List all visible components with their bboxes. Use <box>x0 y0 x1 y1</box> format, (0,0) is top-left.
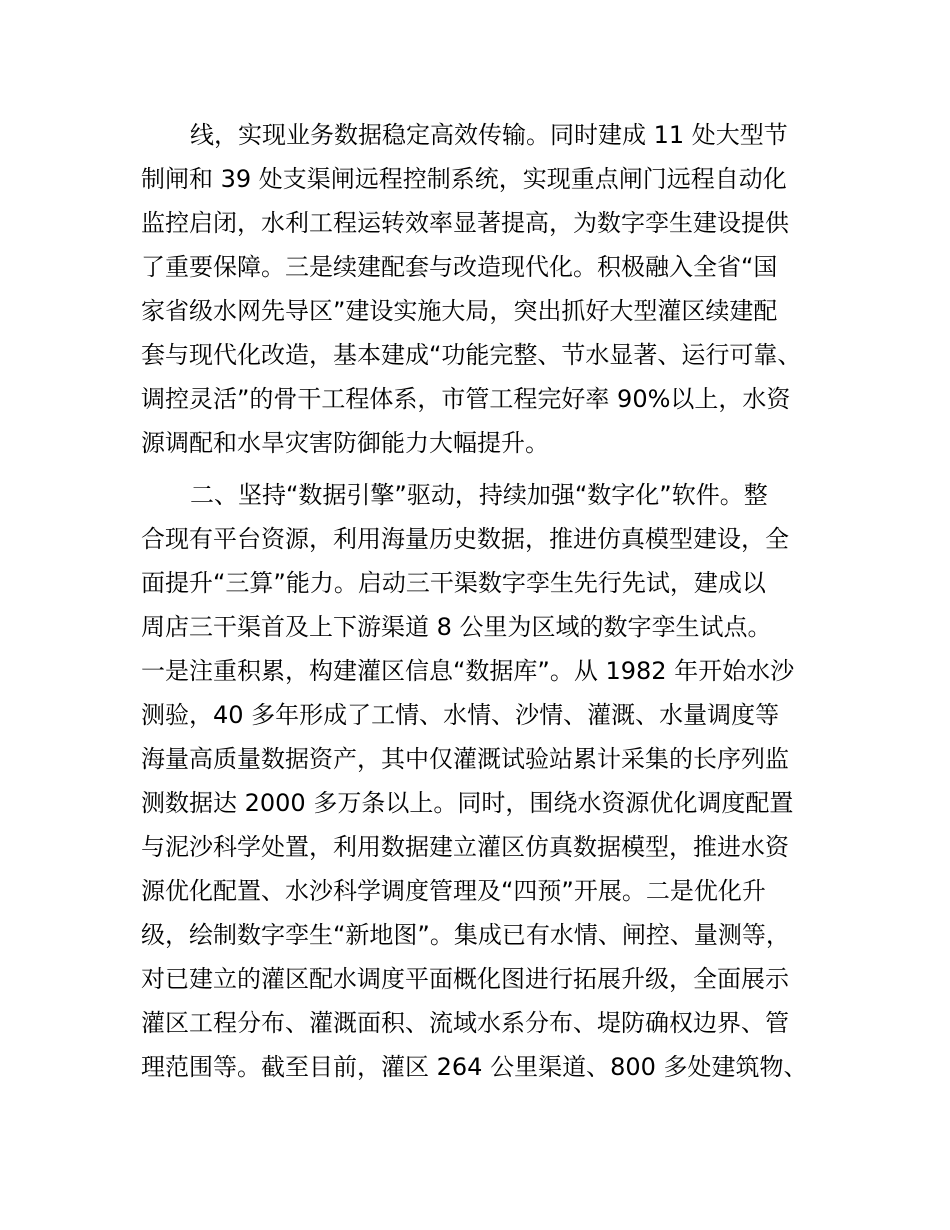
text-line: 测数据达 2000 多万条以上。同时，围绕水资源优化调度配置 <box>141 789 794 817</box>
text-line: 套与现代化改造，基本建成“功能完整、节水显著、运行可靠、 <box>141 341 802 369</box>
text-line: 源调配和水旱灾害防御能力大幅提升。 <box>141 429 549 457</box>
text-line: 对已建立的灌区配水调度平面概化图进行拓展升级，全面展示 <box>141 965 789 993</box>
text-line: 与泥沙科学处置，利用数据建立灌区仿真数据模型，推进水资 <box>141 833 789 861</box>
text-line: 线，实现业务数据稳定高效传输。同时建成 11 处大型节 <box>190 121 788 149</box>
text-line: 合现有平台资源，利用海量历史数据，推进仿真模型建设，全 <box>141 525 789 553</box>
text-line: 二、坚持“数据引擎”驱动，持续加强“数字化”软件。整 <box>190 481 768 509</box>
text-line: 周店三干渠首及上下游渠道 8 公里为区域的数字孪生试点。 <box>141 613 772 641</box>
text-line: 理范围等。截至目前，灌区 264 公里渠道、800 多处建筑物、 <box>141 1053 808 1081</box>
text-line: 源优化配置、水沙科学调度管理及“四预”开展。二是优化升 <box>141 877 766 905</box>
text-line: 制闸和 39 处支渠闸远程控制系统，实现重点闸门远程自动化 <box>141 165 787 193</box>
text-line: 家省级水网先导区”建设实施大局，突出抓好大型灌区续建配 <box>141 297 778 325</box>
text-line: 海量高质量数据资产，其中仅灌溉试验站累计采集的长序列监 <box>141 745 789 773</box>
text-line: 测验，40 多年形成了工情、水情、沙情、灌溉、水量调度等 <box>141 701 780 729</box>
text-line: 面提升“三算”能力。启动三干渠数字孪生先行先试，建成以 <box>141 569 766 597</box>
text-line: 了重要保障。三是续建配套与改造现代化。积极融入全省“国 <box>141 253 778 281</box>
text-line: 级，绘制数字孪生“新地图”。集成已有水情、闸控、量测等， <box>141 921 790 949</box>
text-line: 监控启闭，水利工程运转效率显著提高，为数字孪生建设提供 <box>141 209 789 237</box>
text-line: 调控灵活”的骨干工程体系，市管工程完好率 90%以上，水资 <box>141 385 791 413</box>
text-line: 灌区工程分布、灌溉面积、流域水系分布、堤防确权边界、管 <box>141 1009 789 1037</box>
text-line: 一是注重积累，构建灌区信息“数据库”。从 1982 年开始水沙 <box>141 657 795 685</box>
